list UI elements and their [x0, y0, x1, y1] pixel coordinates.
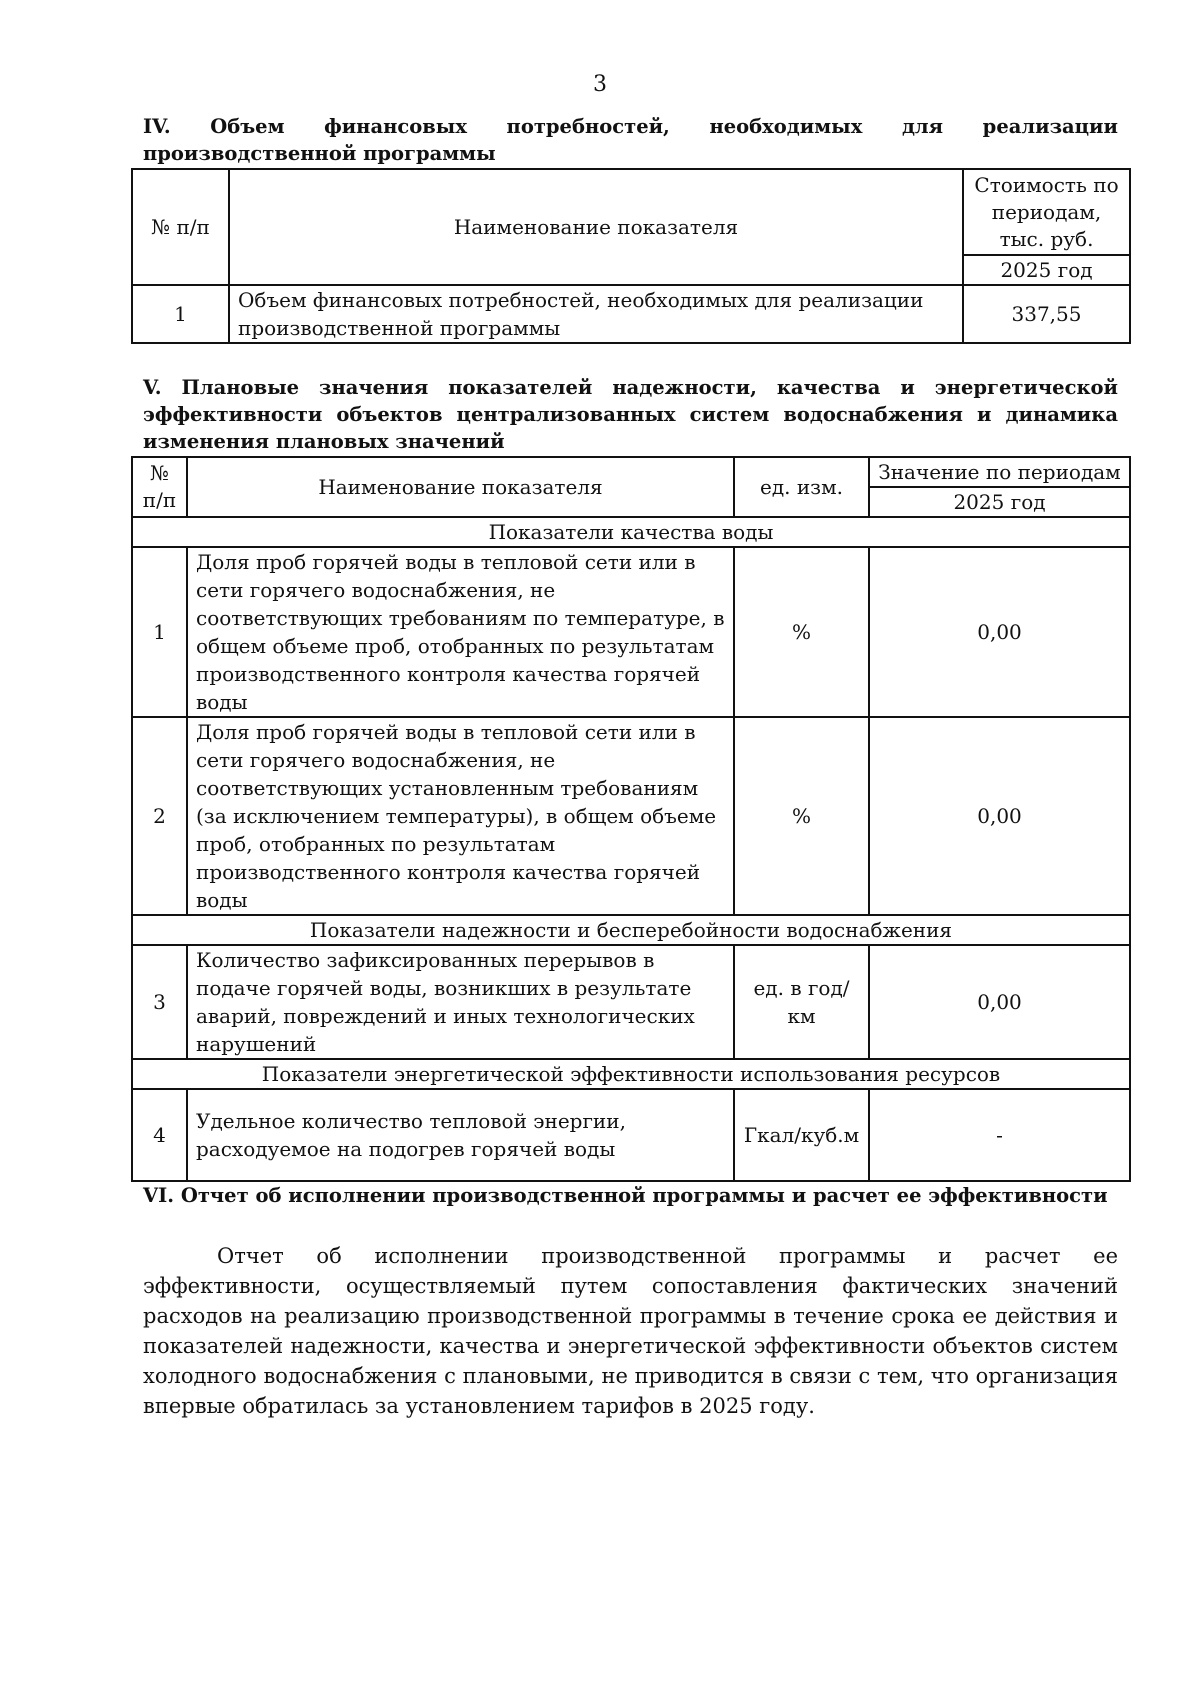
- table-row: [132, 717, 1130, 915]
- indicators-table: [131, 456, 1131, 1182]
- header-year: 2025 год: [963, 255, 1130, 285]
- row-value: 0,00: [869, 547, 1130, 717]
- header-name: Наименование показателя: [187, 457, 734, 517]
- section-6-paragraph: Отчет об исполнении производственной программы и расчет ее эффективности, осуществляемый путем сопоставления фактических значений расходов на реализацию производственной программы в течение срока ее действия и показателей надежности, качества и энергетической эффективности объектов систем холодного водоснабжения с плановыми, не приводится в связи с тем, что организация впервые обратилась за установлением тарифов в 2025 году.: [143, 1244, 1118, 1418]
- row-value: 0,00: [869, 945, 1130, 1059]
- row-num: 1: [132, 285, 229, 343]
- financial-needs-table: [131, 168, 1131, 344]
- row-value: 337,55: [963, 285, 1130, 343]
- header-num: № п/п: [132, 457, 187, 517]
- row-name: Доля проб горячей воды в тепловой сети или в сети горячего водоснабжения, не соответствующих требованиям по температуре, в общем объеме проб, отобранных по результатам производственного контроля качества горячей воды: [187, 547, 734, 717]
- row-num: 2: [132, 717, 187, 915]
- header-name: Наименование показателя: [229, 169, 963, 285]
- page-number: 3: [593, 72, 607, 97]
- row-unit: %: [734, 547, 869, 717]
- row-name: Удельное количество тепловой энергии, расходуемое на подогрев горячей воды: [187, 1089, 734, 1181]
- row-num: 3: [132, 945, 187, 1059]
- table-row: [132, 285, 1130, 343]
- row-unit: %: [734, 717, 869, 915]
- section-4-title: IV. Объем финансовых потребностей, необходимых для реализации производственной программы: [143, 115, 1118, 165]
- row-name: Количество зафиксированных перерывов в подаче горячей воды, возникших в результате аварий, повреждений и иных технологических нарушений: [187, 945, 734, 1059]
- row-value: -: [869, 1089, 1130, 1181]
- section-6-body: [143, 1241, 1118, 1421]
- row-unit: ед. в год/ км: [734, 945, 869, 1059]
- section-5-title: V. Плановые значения показателей надежности, качества и энергетической эффективности объектов централизованных систем водоснабжения и динамика изменения плановых значений: [143, 376, 1118, 453]
- row-value: 0,00: [869, 717, 1130, 915]
- group-title-quality: Показатели качества воды: [132, 517, 1130, 547]
- group-title-energy: Показатели энергетической эффективности использования ресурсов: [132, 1059, 1130, 1089]
- header-year: 2025 год: [869, 487, 1130, 517]
- section-6-title: VI. Отчет об исполнении производственной программы и расчет ее эффективности: [143, 1184, 1108, 1207]
- group-title-reliability: Показатели надежности и бесперебойности водоснабжения: [132, 915, 1130, 945]
- row-unit: Гкал/куб.м: [734, 1089, 869, 1181]
- header-unit: ед. изм.: [734, 457, 869, 517]
- row-num: 4: [132, 1089, 187, 1181]
- header-value: Значение по периодам: [869, 457, 1130, 487]
- table-row: [132, 547, 1130, 717]
- table-row: [132, 945, 1130, 1059]
- row-name: Объем финансовых потребностей, необходимых для реализации производственной программы: [229, 285, 963, 343]
- table-row: [132, 1089, 1130, 1181]
- row-num: 1: [132, 547, 187, 717]
- row-name: Доля проб горячей воды в тепловой сети или в сети горячего водоснабжения, не соответствующих установленным требованиям (за исключением температуры), в общем объеме проб, отобранных по результатам производственного контроля качества горячей воды: [187, 717, 734, 915]
- header-cost: Стоимость по периодам, тыс. руб.: [963, 169, 1130, 255]
- header-num: № п/п: [132, 169, 229, 285]
